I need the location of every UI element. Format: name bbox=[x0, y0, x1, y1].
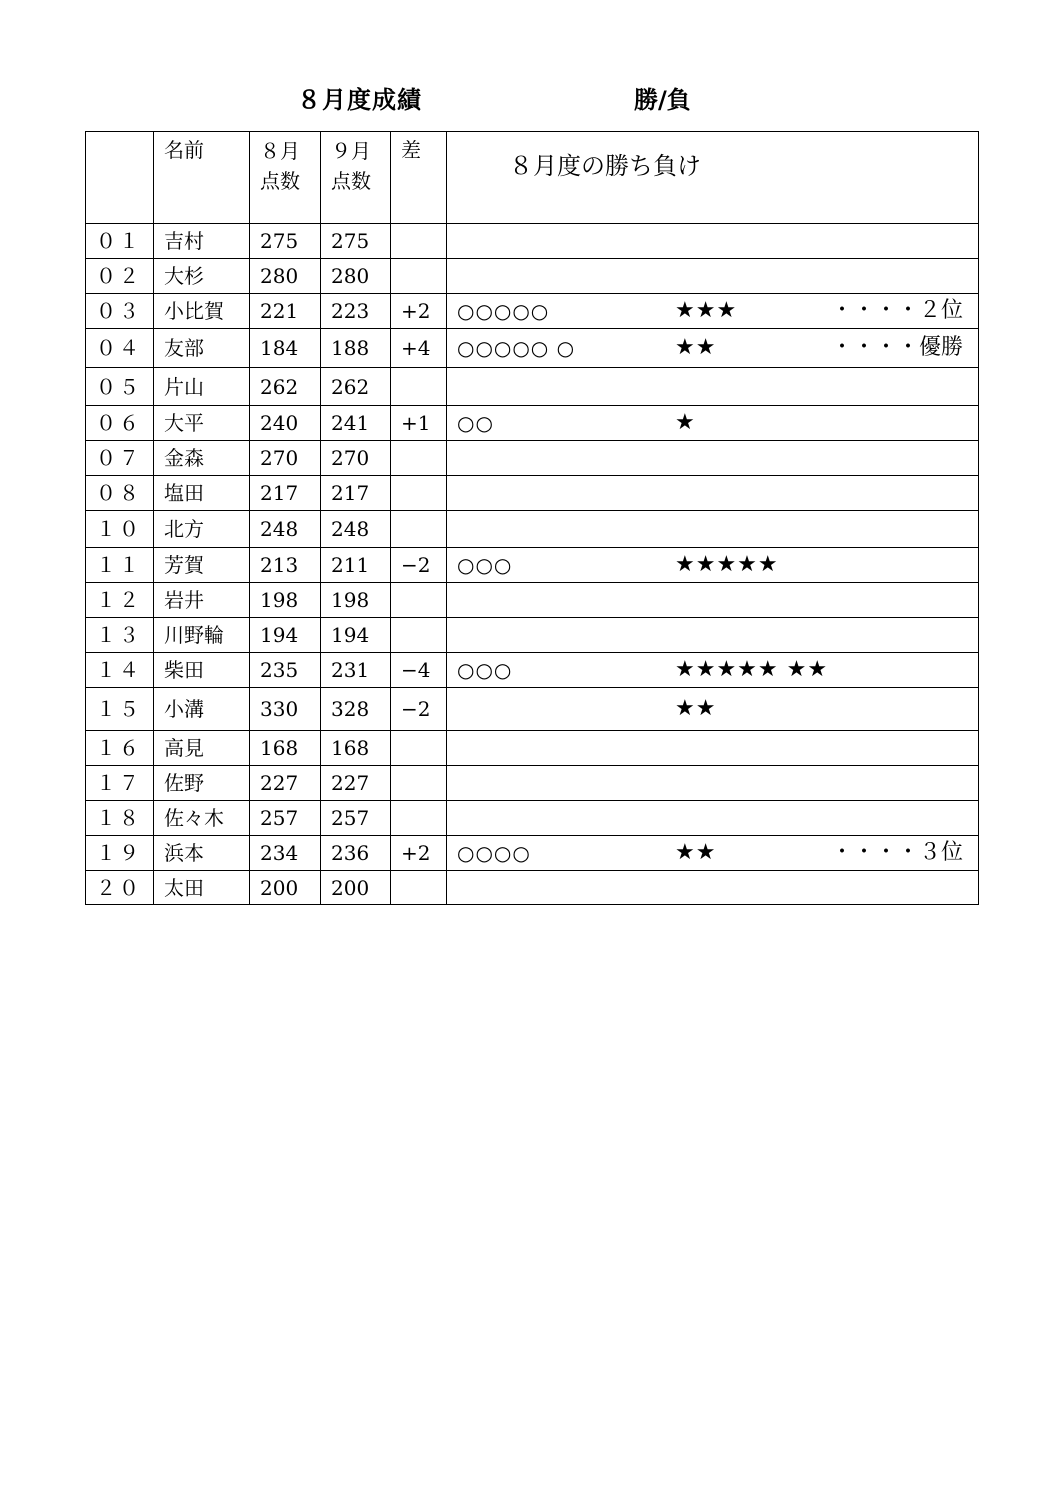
header-winloss: ８月度の勝ち負け bbox=[447, 132, 979, 224]
row-diff bbox=[391, 731, 447, 766]
row-number: １３ bbox=[86, 618, 154, 653]
table-row bbox=[86, 406, 979, 441]
row-sep-score: 217 bbox=[321, 476, 391, 511]
header-row bbox=[86, 132, 979, 224]
row-aug-score: 257 bbox=[250, 801, 321, 836]
row-aug-score: 262 bbox=[250, 368, 321, 406]
header-sep-points: 点数 bbox=[331, 169, 371, 193]
row-winloss bbox=[447, 583, 979, 618]
row-aug-score: 280 bbox=[250, 259, 321, 294]
row-diff bbox=[391, 801, 447, 836]
row-aug-score: 240 bbox=[250, 406, 321, 441]
row-number: １８ bbox=[86, 801, 154, 836]
row-winloss bbox=[447, 548, 979, 583]
row-diff bbox=[391, 224, 447, 259]
row-name: 佐々木 bbox=[154, 801, 250, 836]
row-aug-score: 194 bbox=[250, 618, 321, 653]
table-row bbox=[86, 653, 979, 688]
placement: ・・・・３位 bbox=[830, 840, 963, 865]
table-row bbox=[86, 618, 979, 653]
row-diff bbox=[391, 368, 447, 406]
row-aug-score: 270 bbox=[250, 441, 321, 476]
row-name: 吉村 bbox=[154, 224, 250, 259]
table-row bbox=[86, 801, 979, 836]
row-diff bbox=[391, 259, 447, 294]
header-name-label: 名前 bbox=[164, 138, 204, 162]
header-no bbox=[86, 132, 154, 224]
loss-stars: ★★ bbox=[675, 840, 717, 865]
row-winloss bbox=[447, 766, 979, 801]
row-diff: +2 bbox=[391, 294, 447, 329]
row-sep-score: 227 bbox=[321, 766, 391, 801]
row-name: 小溝 bbox=[154, 688, 250, 731]
row-name: 友部 bbox=[154, 329, 250, 368]
row-diff bbox=[391, 511, 447, 548]
row-diff bbox=[391, 871, 447, 905]
row-aug-score: 200 bbox=[250, 871, 321, 905]
row-diff: +2 bbox=[391, 836, 447, 871]
row-sep-score: 231 bbox=[321, 653, 391, 688]
row-aug-score: 330 bbox=[250, 688, 321, 731]
row-number: １４ bbox=[86, 653, 154, 688]
table-row bbox=[86, 476, 979, 511]
row-number: １７ bbox=[86, 766, 154, 801]
placement: ・・・・優勝 bbox=[830, 335, 963, 360]
row-sep-score: 211 bbox=[321, 548, 391, 583]
scores-table bbox=[85, 131, 979, 905]
header-aug bbox=[250, 132, 321, 224]
page-title: ８月度成績 bbox=[297, 86, 422, 114]
row-diff: −4 bbox=[391, 653, 447, 688]
loss-stars: ★★★★★ ★★ bbox=[675, 657, 829, 682]
row-number: ０３ bbox=[86, 294, 154, 329]
win-circles: ○○○○○ bbox=[457, 299, 550, 323]
row-name: 大平 bbox=[154, 406, 250, 441]
header-diff-label: 差 bbox=[401, 138, 421, 162]
row-winloss bbox=[447, 259, 979, 294]
row-diff: −2 bbox=[391, 688, 447, 731]
header-sep-month: ９月 bbox=[331, 139, 371, 163]
row-winloss bbox=[447, 368, 979, 406]
page-subtitle: 勝/負 bbox=[634, 86, 691, 114]
row-winloss bbox=[447, 801, 979, 836]
row-sep-score: 194 bbox=[321, 618, 391, 653]
row-diff: +4 bbox=[391, 329, 447, 368]
row-number: ０８ bbox=[86, 476, 154, 511]
loss-stars: ★★★ bbox=[675, 298, 738, 323]
row-number: ０６ bbox=[86, 406, 154, 441]
loss-stars: ★★ bbox=[675, 696, 717, 721]
header-aug-month: ８月 bbox=[260, 139, 300, 163]
loss-stars: ★ bbox=[675, 410, 696, 435]
row-number: １９ bbox=[86, 836, 154, 871]
row-aug-score: 227 bbox=[250, 766, 321, 801]
row-winloss bbox=[447, 871, 979, 905]
table-row bbox=[86, 294, 979, 329]
row-name: 川野輪 bbox=[154, 618, 250, 653]
row-name: 太田 bbox=[154, 871, 250, 905]
win-circles: ○○○ bbox=[457, 658, 513, 682]
row-sep-score: 270 bbox=[321, 441, 391, 476]
row-name: 金森 bbox=[154, 441, 250, 476]
row-name: 柴田 bbox=[154, 653, 250, 688]
header-name bbox=[154, 132, 250, 224]
row-number: １１ bbox=[86, 548, 154, 583]
row-aug-score: 217 bbox=[250, 476, 321, 511]
row-sep-score: 200 bbox=[321, 871, 391, 905]
row-sep-score: 223 bbox=[321, 294, 391, 329]
table-row bbox=[86, 836, 979, 871]
row-winloss bbox=[447, 406, 979, 441]
row-winloss bbox=[447, 618, 979, 653]
row-number: ０５ bbox=[86, 368, 154, 406]
table-row bbox=[86, 731, 979, 766]
win-circles: ○○ bbox=[457, 411, 494, 435]
row-name: 片山 bbox=[154, 368, 250, 406]
win-circles: ○○○ bbox=[457, 553, 513, 577]
row-diff: −2 bbox=[391, 548, 447, 583]
row-winloss bbox=[447, 688, 979, 731]
row-name: 浜本 bbox=[154, 836, 250, 871]
row-name: 芳賀 bbox=[154, 548, 250, 583]
row-number: ２０ bbox=[86, 871, 154, 905]
row-sep-score: 257 bbox=[321, 801, 391, 836]
row-winloss bbox=[447, 731, 979, 766]
row-name: 大杉 bbox=[154, 259, 250, 294]
row-aug-score: 168 bbox=[250, 731, 321, 766]
row-sep-score: 262 bbox=[321, 368, 391, 406]
table-row bbox=[86, 368, 979, 406]
row-diff bbox=[391, 766, 447, 801]
row-number: ０７ bbox=[86, 441, 154, 476]
row-winloss bbox=[447, 224, 979, 259]
row-diff bbox=[391, 476, 447, 511]
table-row bbox=[86, 871, 979, 905]
row-aug-score: 184 bbox=[250, 329, 321, 368]
row-aug-score: 221 bbox=[250, 294, 321, 329]
row-winloss bbox=[447, 511, 979, 548]
row-number: ０１ bbox=[86, 224, 154, 259]
loss-stars: ★★ bbox=[675, 335, 717, 360]
row-number: １６ bbox=[86, 731, 154, 766]
row-name: 北方 bbox=[154, 511, 250, 548]
row-name: 佐野 bbox=[154, 766, 250, 801]
header-aug-points: 点数 bbox=[260, 169, 300, 193]
row-number: ０４ bbox=[86, 329, 154, 368]
row-number: １５ bbox=[86, 688, 154, 731]
row-number: １０ bbox=[86, 511, 154, 548]
row-aug-score: 248 bbox=[250, 511, 321, 548]
row-diff bbox=[391, 583, 447, 618]
row-sep-score: 198 bbox=[321, 583, 391, 618]
table-row bbox=[86, 688, 979, 731]
row-name: 小比賀 bbox=[154, 294, 250, 329]
header-diff bbox=[391, 132, 447, 224]
win-circles: ○○○○○ ○ bbox=[457, 336, 576, 360]
row-winloss bbox=[447, 476, 979, 511]
table-row bbox=[86, 329, 979, 368]
row-sep-score: 236 bbox=[321, 836, 391, 871]
row-aug-score: 234 bbox=[250, 836, 321, 871]
row-aug-score: 275 bbox=[250, 224, 321, 259]
row-diff bbox=[391, 618, 447, 653]
table-row bbox=[86, 766, 979, 801]
win-circles: ○○○○ bbox=[457, 841, 531, 865]
row-aug-score: 213 bbox=[250, 548, 321, 583]
row-sep-score: 280 bbox=[321, 259, 391, 294]
table-row bbox=[86, 259, 979, 294]
table-row bbox=[86, 583, 979, 618]
row-sep-score: 275 bbox=[321, 224, 391, 259]
row-name: 高見 bbox=[154, 731, 250, 766]
row-aug-score: 198 bbox=[250, 583, 321, 618]
row-diff: +1 bbox=[391, 406, 447, 441]
row-sep-score: 188 bbox=[321, 329, 391, 368]
header-sep bbox=[321, 132, 391, 224]
row-diff bbox=[391, 441, 447, 476]
row-winloss bbox=[447, 653, 979, 688]
loss-stars: ★★★★★ bbox=[675, 552, 779, 577]
table-row bbox=[86, 548, 979, 583]
row-name: 塩田 bbox=[154, 476, 250, 511]
row-number: １２ bbox=[86, 583, 154, 618]
placement: ・・・・２位 bbox=[830, 298, 963, 323]
table-row bbox=[86, 511, 979, 548]
row-winloss bbox=[447, 836, 979, 871]
row-winloss bbox=[447, 294, 979, 329]
row-sep-score: 248 bbox=[321, 511, 391, 548]
table-row bbox=[86, 224, 979, 259]
row-sep-score: 328 bbox=[321, 688, 391, 731]
row-name: 岩井 bbox=[154, 583, 250, 618]
table-row bbox=[86, 441, 979, 476]
row-winloss bbox=[447, 441, 979, 476]
row-winloss bbox=[447, 329, 979, 368]
row-number: ０２ bbox=[86, 259, 154, 294]
row-sep-score: 241 bbox=[321, 406, 391, 441]
row-sep-score: 168 bbox=[321, 731, 391, 766]
row-aug-score: 235 bbox=[250, 653, 321, 688]
